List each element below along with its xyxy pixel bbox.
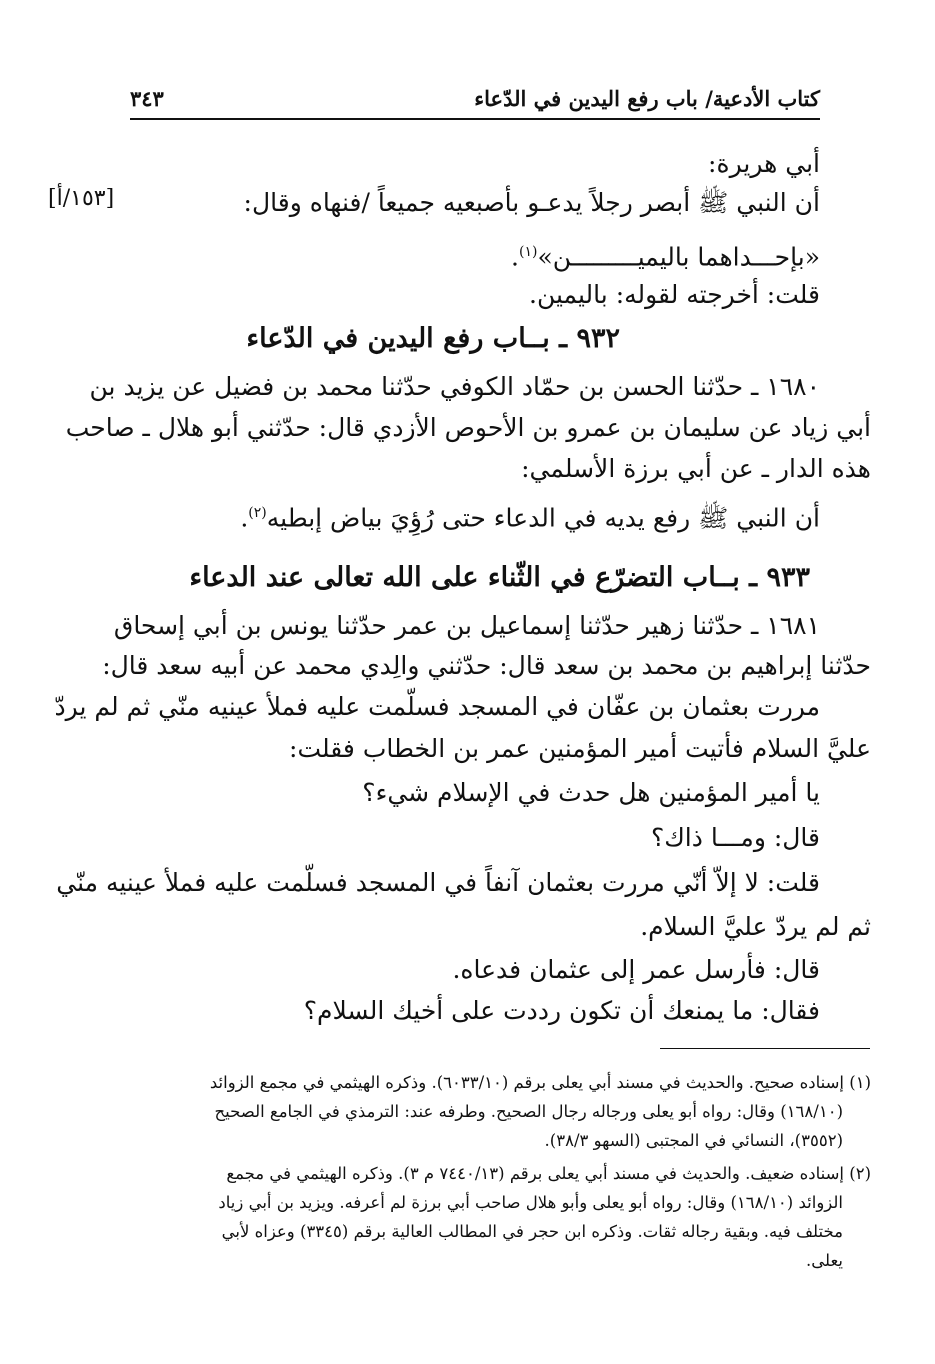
text-line: قال: فأرسل عمر إلى عثمان فدعاه. <box>452 955 820 984</box>
text-line: قلت: لا إلاّ أنّي مررت بعثمان آنفاً في المسجد فسلّمت عليه فملأ عينيه منّي <box>56 868 820 897</box>
text-line: قلت: أخرجته لقوله: باليمين. <box>529 280 820 309</box>
page-header <box>130 82 820 120</box>
hadith-text: أن النبي ﷺ رفع يديه في الدعاء حتى رُؤِيَ بياض إبطيه <box>266 503 820 533</box>
footnote-line: (١٦٨/١٠) وقال: رواه أبو يعلى ورجاله رجال الصحيح. وطرفه عند: الترمذي في الجامع الصحيح <box>214 1102 843 1121</box>
hadith-number-line: ١٦٨٠ ـ حدّثنا الحسن بن حمّاد الكوفي حدّثنا محمد بن فضيل عن يزيد بن <box>89 372 820 401</box>
footnote-line: الزوائد (١٦٨/١٠) وقال: رواه أبو يعلى وأبو هلال صاحب أبي برزة لم أعرفه. ويزيد بن أبي زياد <box>218 1193 843 1212</box>
text-line: هذه الدار ـ عن أبي برزة الأسلمي: <box>521 454 871 483</box>
footnote-line: (٢) إسناده ضعيف. والحديث في مسند أبي يعلى برقم (٧٤٤٠/١٣ م ٣). وذكره الهيثمي في مجمع <box>226 1164 871 1183</box>
text-line: أن النبي ﷺ أبصر رجلاً يدعـو بأصبعيه جميعاً /فنهاه وقال: <box>243 188 820 217</box>
running-title: كتاب الأدعية/ باب رفع اليدين في الدّعاء <box>474 86 820 111</box>
footnote-line: مختلف فيه. وبقية رجاله ثقات. وذكره ابن حجر في المطالب العالية برقم (٣٣٤٥) وعزاه لأبي <box>221 1222 843 1241</box>
text-line <box>240 496 820 535</box>
footnote-line: (٣٥٥٢)، النسائي في المجتبى (السهو ٣٨/٣). <box>544 1131 843 1150</box>
text-line: حدّثنا إبراهيم بن محمد بن سعد قال: حدّثني والِدي محمد عن أبيه سعد قال: <box>102 651 871 680</box>
hadith-number-line: ١٦٨١ ـ حدّثنا زهير حدّثنا إسماعيل بن عمر حدّثنا يونس بن أبي إسحاق <box>113 611 820 640</box>
text-line <box>511 235 820 274</box>
punctuation: . <box>240 503 249 533</box>
footnote-line: (١) إسناده صحيح. والحديث في مسند أبي يعلى برقم (٦٠٣٣/١٠). وذكره الهيثمي في مجمع الزوائد <box>209 1073 871 1092</box>
footnote-line: يعلى. <box>805 1251 843 1270</box>
text-line: ثم لم يردّ عليَّ السلام. <box>640 912 871 941</box>
manuscript-folio-ref: [١٥٣/أ] <box>48 186 115 211</box>
footnote-marker: (١) <box>518 244 538 260</box>
text-line: يا أمير المؤمنين هل حدث في الإسلام شيء؟ <box>362 778 820 807</box>
text-line: فقال: ما يمنعك أن تكون رددت على أخيك السلام؟ <box>303 996 820 1025</box>
chapter-heading: ٩٣٣ ـ بــاب التضرّع في الثّناء على الله تعالى عند الدعاء <box>189 562 810 593</box>
text-line: أبي زياد عن سليمان بن عمرو بن الأحوص الأزدي قال: حدّثني أبو هلال ـ صاحب <box>65 413 871 442</box>
text-line: عليَّ السلام فأتيت أمير المؤمنين عمر بن الخطاب فقلت: <box>289 734 871 763</box>
footnote-separator <box>660 1048 870 1049</box>
punctuation: . <box>511 242 519 272</box>
text-line: مررت بعثمان بن عفّان في المسجد فسلّمت عليه فملأ عينيه منّي ثم لم يردّ <box>54 692 820 721</box>
page-number: ٣٤٣ <box>130 86 164 111</box>
chapter-heading: ٩٣٢ ـ بــاب رفع اليدين في الدّعاء <box>246 323 620 354</box>
text-line: قال: ومـــا ذاك؟ <box>650 823 820 852</box>
text-line: أبي هريرة: <box>708 149 820 178</box>
footnote-marker: (٢) <box>248 505 267 521</box>
quoted-saying: «بإحـــداهما باليميـــــــــن» <box>537 242 820 272</box>
